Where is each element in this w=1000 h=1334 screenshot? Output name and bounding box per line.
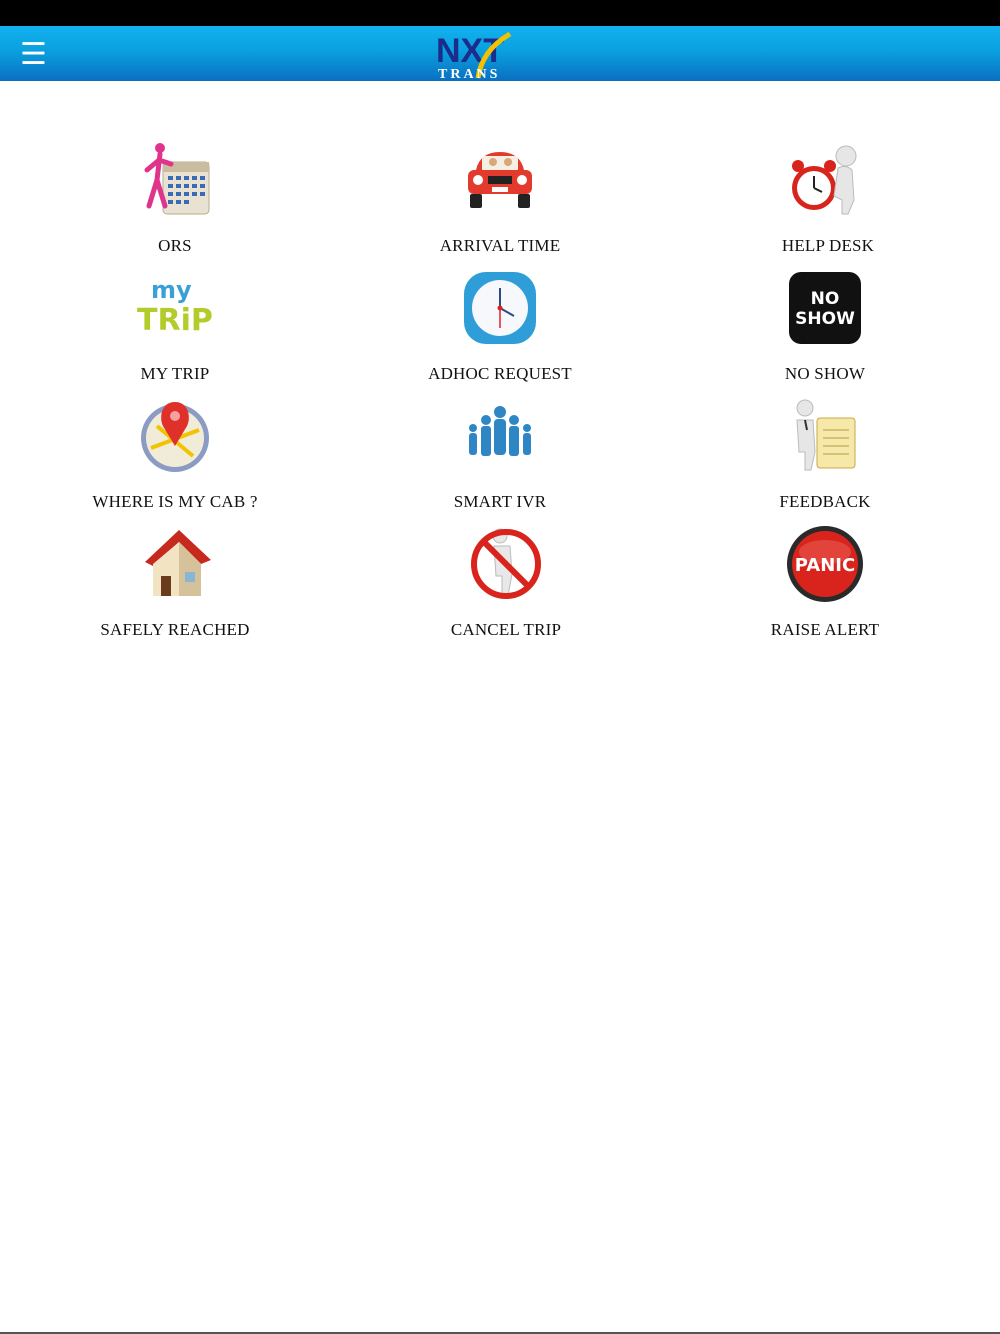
tile-label: FEEDBACK xyxy=(779,492,871,511)
tile-label: MY TRIP xyxy=(140,364,210,383)
logo-line2: TRANS xyxy=(438,67,501,80)
no-show-icon xyxy=(785,268,865,348)
tile-my-trip[interactable] xyxy=(25,268,325,384)
no-text: NO xyxy=(810,289,840,309)
show-text: SHOW xyxy=(795,309,855,329)
tile-label: ADHOC REQUEST xyxy=(428,364,572,383)
ors-icon xyxy=(135,140,215,220)
tile-safely-reached[interactable] xyxy=(25,524,325,640)
app-header xyxy=(0,26,1000,81)
status-bar xyxy=(0,0,1000,26)
notepad-icon xyxy=(785,396,865,476)
panic-text: PANIC xyxy=(794,555,856,576)
tile-label: RAISE ALERT xyxy=(770,620,880,639)
logo-line1: NXT xyxy=(436,32,504,70)
alarm-clock-icon xyxy=(788,140,868,220)
cancel-icon xyxy=(466,524,546,604)
hamburger-icon[interactable]: ☰ xyxy=(20,37,47,72)
tile-label: SMART IVR xyxy=(453,492,547,511)
house-icon xyxy=(135,524,215,604)
tile-label: SAFELY REACHED xyxy=(100,620,250,639)
tile-where-is-my-cab[interactable] xyxy=(25,396,325,512)
my-trip-icon xyxy=(135,268,215,348)
tile-label: CANCEL TRIP xyxy=(450,620,562,639)
tile-feedback[interactable] xyxy=(675,396,975,512)
tile-ors[interactable] xyxy=(25,140,325,256)
tile-adhoc-request[interactable] xyxy=(350,268,650,384)
tile-raise-alert[interactable] xyxy=(675,524,975,640)
my-text: my xyxy=(151,276,192,304)
tile-arrival-time[interactable] xyxy=(350,140,650,256)
map-pin-icon xyxy=(135,396,215,476)
panic-button-icon xyxy=(785,524,865,604)
tile-label: NO SHOW xyxy=(784,364,866,383)
trip-text: TRiP xyxy=(137,303,213,338)
tile-label: WHERE IS MY CAB ? xyxy=(92,492,258,511)
tile-label: HELP DESK xyxy=(781,236,875,255)
people-icon xyxy=(460,396,540,476)
clock-icon xyxy=(460,268,540,348)
tile-smart-ivr[interactable] xyxy=(350,396,650,512)
brand-logo xyxy=(430,28,550,80)
car-icon xyxy=(460,140,540,220)
tile-label: ORS xyxy=(158,236,192,255)
tile-label: ARRIVAL TIME xyxy=(439,236,561,255)
tile-help-desk[interactable] xyxy=(678,140,978,256)
tile-no-show[interactable] xyxy=(675,268,975,384)
tile-cancel-trip[interactable] xyxy=(356,524,656,640)
